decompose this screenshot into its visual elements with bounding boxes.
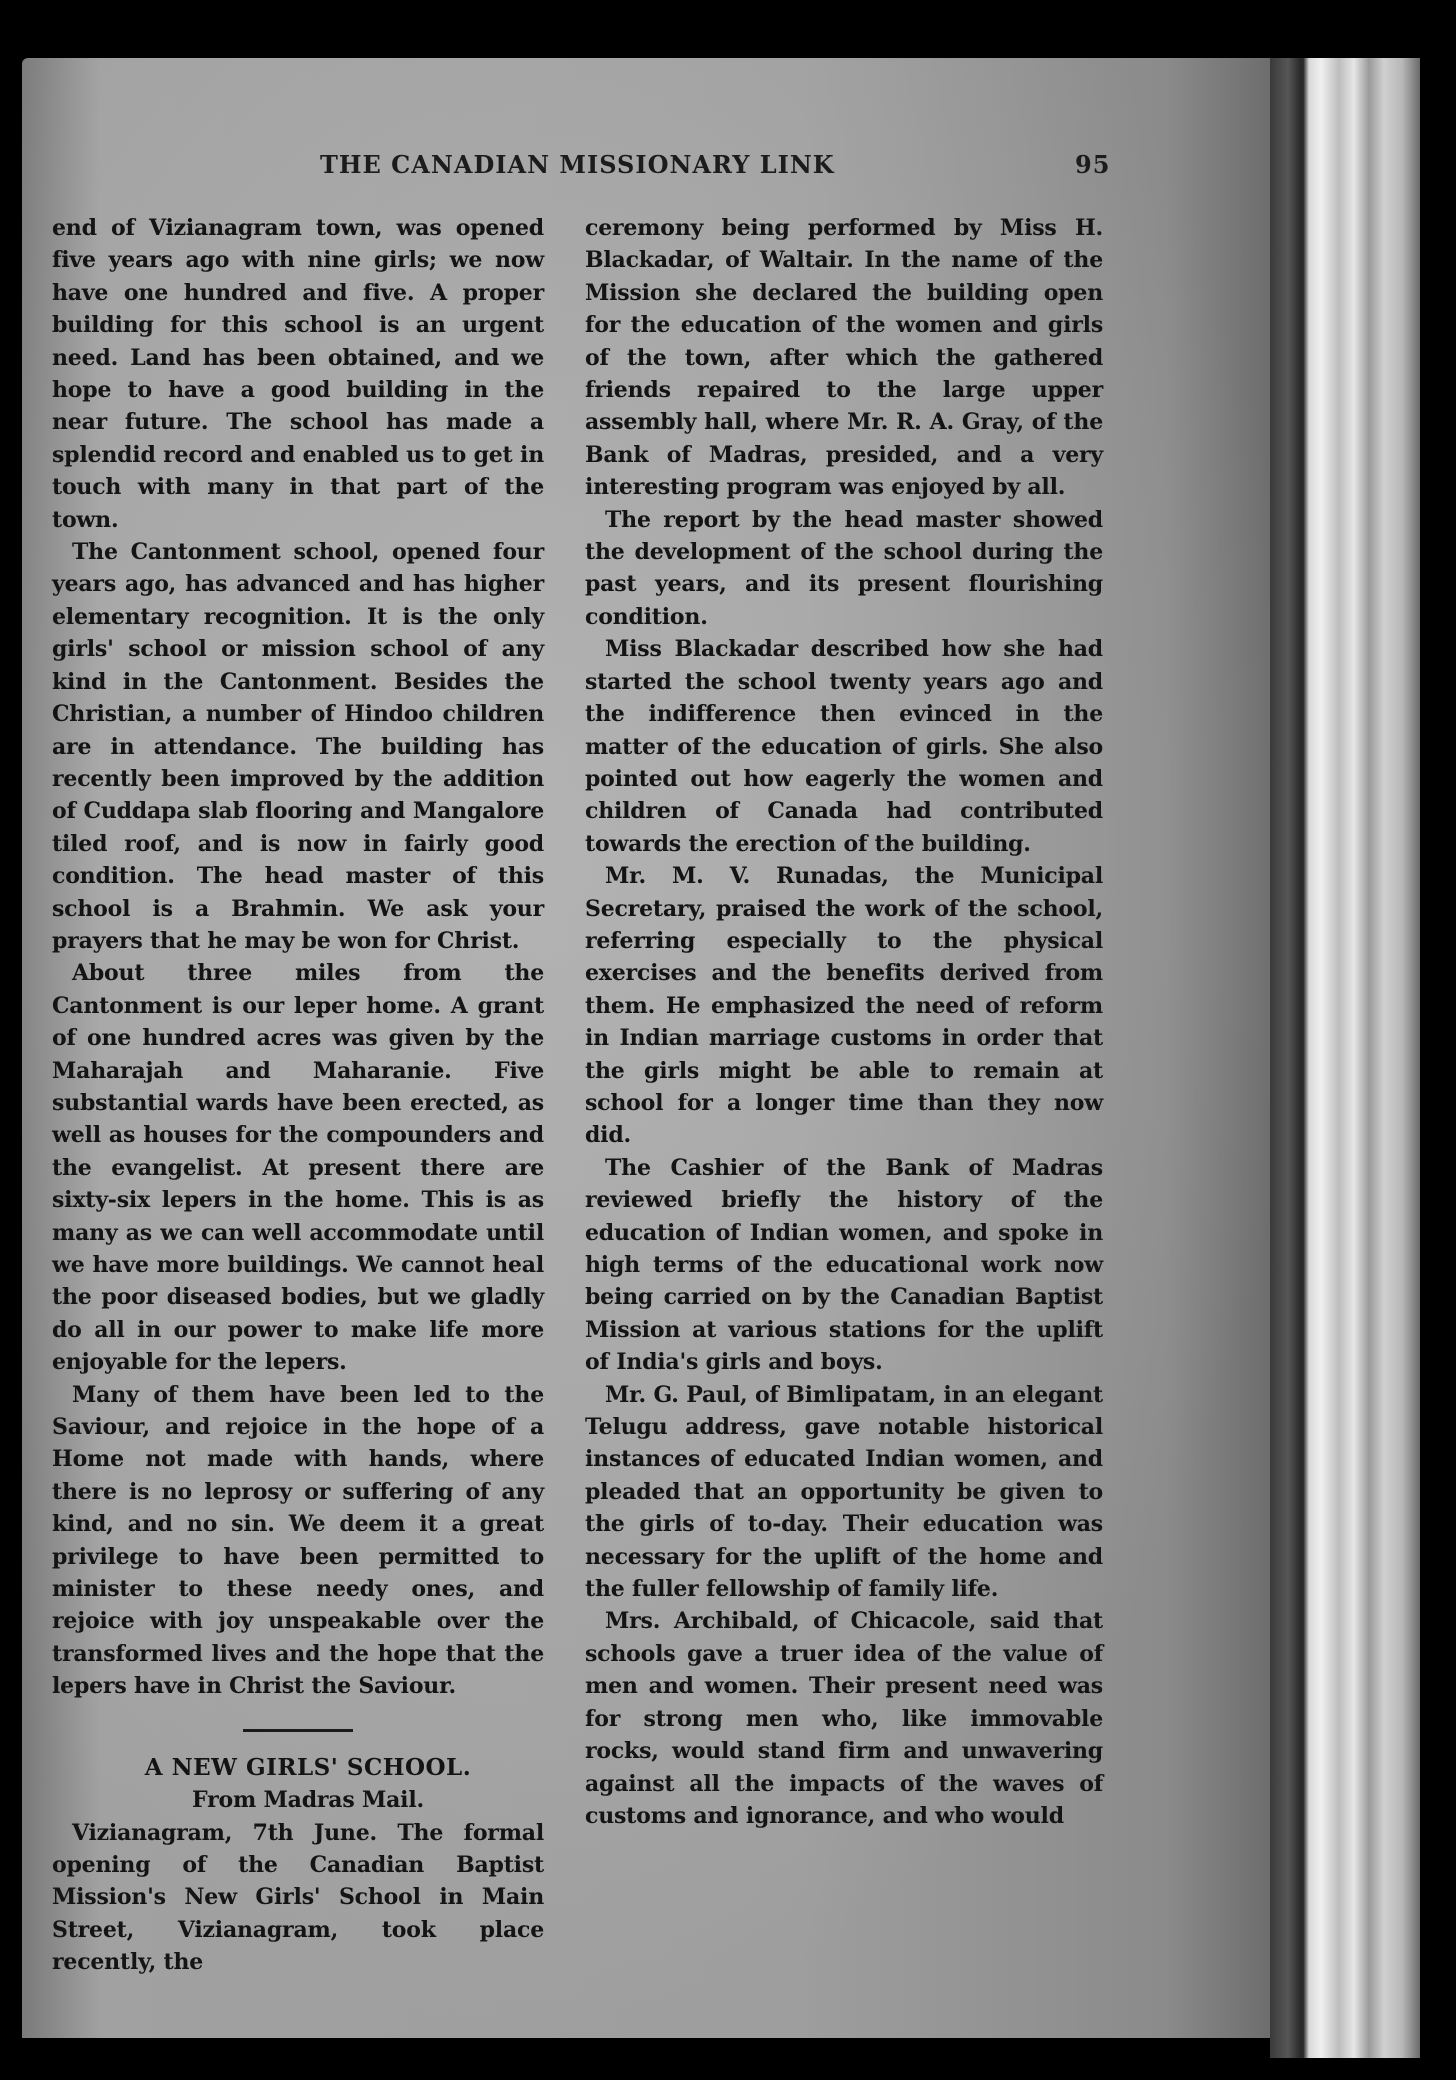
page-number: 95 [1075,150,1111,179]
left-column [52,212,544,1979]
paragraph: Mr. M. V. Runadas, the Municipal Secretary, praised the work of the school, referring especially to the physical exercises and the benefits derived from them. He emphasized the need of reform in Indian marriage customs in order that the girls might be able to remain at school for a longer time than they now did. [585,863,1103,1149]
journal-title: THE CANADIAN MISSIONARY LINK [320,150,835,179]
paragraph: Mrs. Archibald, of Chicacole, said that schools gave a truer idea of the value of men and women. Their present need was for strong men who, like immovable rocks, would stand firm and unwavering against all the impacts of the waves of customs and ignorance, and who would [585,1608,1103,1829]
right-column [585,212,1103,1832]
article-heading: A NEW GIRLS' SCHOOL. [144,1753,472,1781]
paragraph: Vizianagram, 7th June. The formal opening of the Canadian Baptist Mission's New Girls' School in Main Street, Vizianagram, took place recently, the [52,1819,544,1976]
paragraph: Miss Blackadar described how she had started the school twenty years ago and the indifference then evinced in the matter of the education of girls. She also pointed out how eagerly the women and children of Canada had contributed towards the erection of the building. [585,636,1103,857]
paragraph: Many of them have been led to the Saviour, and rejoice in the hope of a Home not made with hands, where there is no leprosy or suffering of any kind, and no sin. We deem it a great privilege to have been permitted to minister to these needy ones, and rejoice with joy unspeakable over the transformed lives and the hope that the lepers have in Christ the Saviour. [52,1381,544,1700]
article-subheading: From Madras Mail. [192,1787,424,1814]
paragraph: About three miles from the Cantonment is our leper home. A grant of one hundred acres was given by the Maharajah and Maharanie. Five substantial wards have been erected, as well as houses for the compounders and the evangelist. At present there are sixty-six lepers in the home. This is as many as we can well accommodate until we have more buildings. We cannot heal the poor diseased bodies, but we gladly do all in our power to make life more enjoyable for the lepers. [52,960,544,1376]
paragraph: ceremony being performed by Miss H. Blackadar, of Waltair. In the name of the Mission she declared the building open for the education of the women and girls of the town, after which the gathered friends repaired to the large upper assembly hall, where Mr. R. A. Gray, of the Bank of Madras, presided, and a very interesting program was enjoyed by all. [585,215,1103,501]
paragraph: Mr. G. Paul, of Bimlipatam, in an elegant Telugu address, gave notable historical instances of educated Indian women, and pleaded that an opportunity be given to the girls of to-day. Their education was necessary for the uplift of the home and the fuller fellowship of family life. [585,1381,1103,1603]
paragraph: The Cantonment school, opened four years ago, has advanced and has higher elementary recognition. It is the only girls' school or mission school of any kind in the Cantonment. Besides the Christian, a number of Hindoo children are in attendance. The building has recently been improved by the addition of Cuddapa slab flooring and Mangalore tiled roof, and is now in fairly good condition. The head master of this school is a Brahmin. We ask your prayers that he may be won for Christ. [52,539,544,954]
paragraph: end of Vizianagram town, was opened five years ago with nine girls; we now have one hundred and five. A proper building for this school is an urgent need. Land has been obtained, and we hope to have a good building in the near future. The school has made a splendid record and enabled us to get in touch with many in that part of the town. [52,215,544,533]
paragraph: The report by the head master showed the development of the school during the past years, and its present flourishing condition. [585,506,1103,630]
page-stack-edge [1270,58,1420,2058]
paragraph: The Cashier of the Bank of Madras reviewed briefly the history of the education of Indian women, and spoke in high terms of the educational work now being carried on by the Canadian Baptist Mission at various stations for the uplift of India's girls and boys. [585,1154,1103,1376]
section-divider [243,1729,353,1732]
page-edge-shadow [1300,58,1303,2058]
